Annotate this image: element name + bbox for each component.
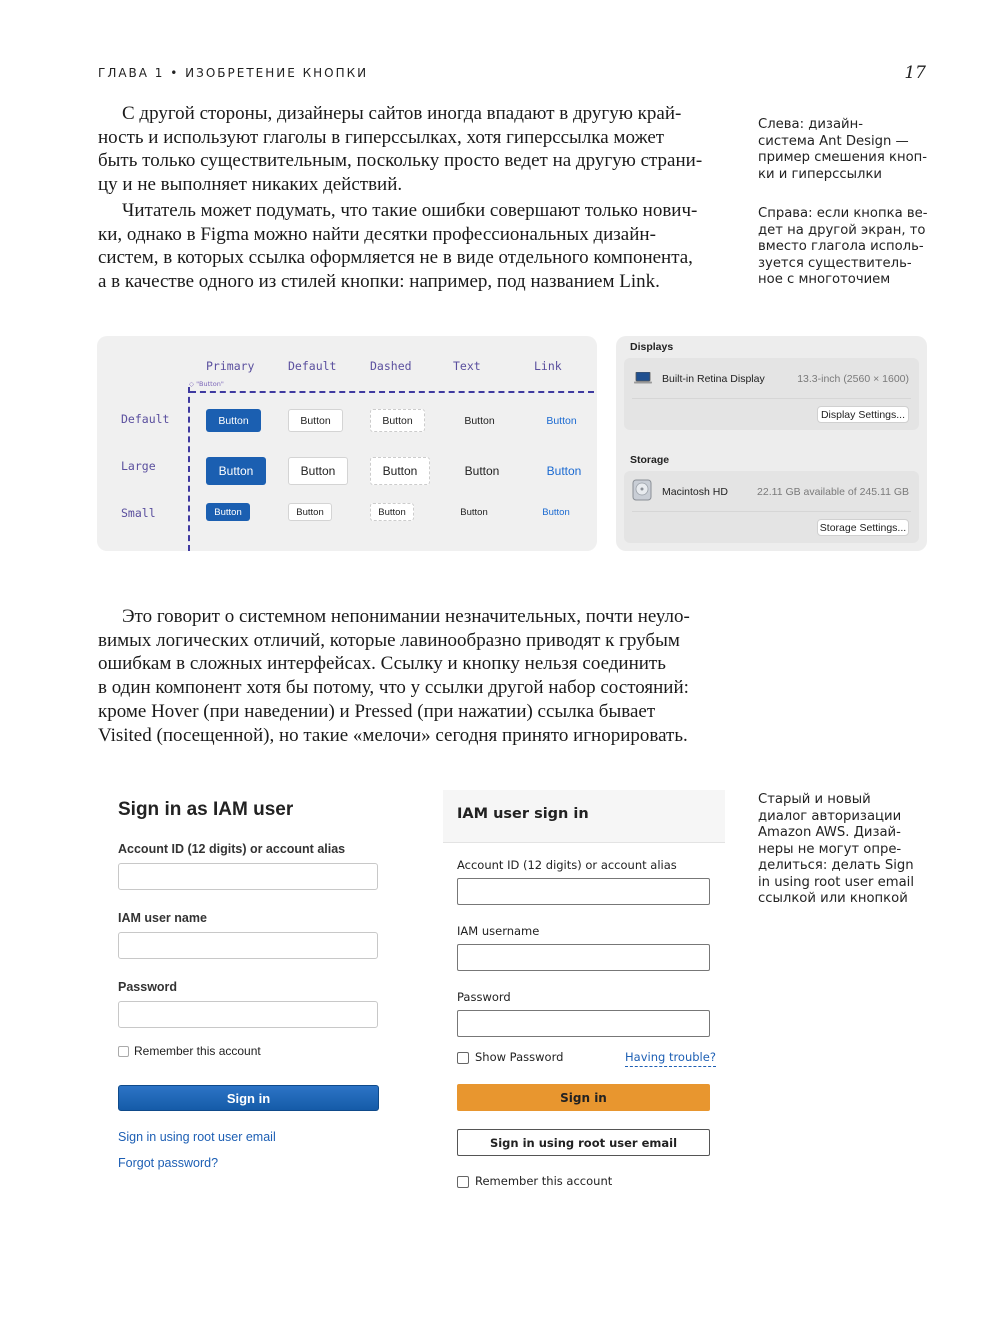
text-line: кроме Hover (при наведении) и Pressed (при нажатии) ссылка бывает — [98, 700, 656, 722]
text-button-large[interactable]: Button — [464, 464, 500, 478]
frame-tag: ◇ "Button" — [189, 380, 224, 388]
disk-name: Macintosh HD — [662, 486, 728, 498]
text-button-small[interactable]: Button — [460, 506, 488, 518]
column-link-label: Link — [534, 359, 562, 373]
running-head: ГЛАВА 1 • ИЗОБРЕТЕНИЕ КНОПКИ — [98, 66, 369, 80]
text-line: быть только существительным, поскольку просто ведет на другую страни- — [98, 150, 703, 172]
text-line: Это говорит о системном непонимании незначительных, почти неуло- — [122, 606, 690, 627]
new-account-label: Account ID (12 digits) or account alias — [457, 858, 677, 872]
note-line: Справа: если кнопка ве- — [758, 206, 928, 221]
note-line: дет на другой экран, то — [758, 222, 926, 238]
column-text-label: Text — [453, 359, 481, 373]
note-line: вместо глагола исполь- — [758, 239, 924, 254]
text-line: а в качестве одного из стилей кнопки: например, под названием Link. — [98, 271, 660, 293]
divider — [632, 511, 911, 512]
divider — [632, 398, 911, 399]
link-button-default[interactable]: Button — [546, 414, 577, 427]
text-line: в один компонент хотя бы потому, что у ссылки другой набор состояний: — [98, 677, 689, 699]
text-line: вимых логических отличий, которые лавинообразно приводят к грубым — [98, 629, 680, 651]
old-account-label: Account ID (12 digits) or account alias — [118, 842, 346, 856]
note-line: ки и гиперссылки — [758, 166, 882, 182]
mac-settings-figure — [616, 336, 927, 551]
old-username-label: IAM user name — [118, 911, 207, 925]
new-remember-label: Remember this account — [475, 1174, 613, 1188]
dashed-button-large[interactable]: Button — [370, 457, 430, 485]
note-line: неры не могут опре- — [758, 841, 902, 857]
note-line: система Ant Design — — [758, 133, 909, 149]
note-line: зуется существитель- — [758, 255, 912, 271]
row-large-label: Large — [121, 459, 156, 473]
default-button-default[interactable]: Button — [288, 409, 343, 432]
dashed-button-small[interactable]: Button — [370, 503, 414, 521]
old-account-input[interactable] — [118, 863, 378, 890]
old-signin-button[interactable]: Sign in — [118, 1085, 379, 1111]
new-having-trouble-link[interactable]: Having trouble? — [625, 1050, 716, 1067]
row-default-label: Default — [121, 412, 170, 426]
default-button-small[interactable]: Button — [288, 503, 332, 521]
new-remember-checkbox[interactable] — [457, 1176, 469, 1188]
row-small-label: Small — [121, 506, 156, 520]
column-default-label: Default — [288, 359, 337, 373]
frame-guide-horizontal — [190, 391, 594, 393]
primary-button-small[interactable]: Button — [206, 503, 250, 521]
disk-spec: 22.11 GB available of 245.11 GB — [757, 486, 909, 498]
text-line: Visited (посещенной), но такие «мелочи» сегодня принято игнорировать. — [98, 724, 688, 746]
display-spec: 13.3-inch (2560 × 1600) — [797, 373, 909, 385]
note-line: ссылкой или кнопкой — [758, 891, 908, 906]
new-username-label: IAM username — [457, 924, 540, 938]
old-root-user-link[interactable]: Sign in using root user email — [118, 1130, 276, 1144]
default-button-large[interactable]: Button — [288, 457, 348, 485]
new-dialog-title: IAM user sign in — [457, 806, 589, 822]
old-password-label: Password — [118, 980, 178, 994]
old-remember-label: Remember this account — [134, 1044, 261, 1058]
note-line: in using root user email — [758, 874, 914, 890]
column-primary-label: Primary — [206, 359, 255, 373]
new-root-user-button[interactable]: Sign in using root user email — [457, 1129, 710, 1156]
text-line: систем, в которых ссылка оформляется не в виде отдельного компонента, — [98, 247, 693, 269]
new-password-input[interactable] — [457, 1010, 710, 1037]
primary-button-large[interactable]: Button — [206, 457, 266, 485]
new-account-input[interactable] — [457, 878, 710, 905]
note-line: Старый и новый — [758, 792, 871, 807]
note-line: делиться: делать Sign — [758, 858, 914, 873]
dashed-button-default[interactable]: Button — [370, 409, 425, 432]
note-line: пример смешения кноп- — [758, 150, 928, 165]
display-settings-button[interactable]: Display Settings... — [817, 406, 909, 423]
text-line: ошибкам в сложных интерфейсах. Ссылку и кнопку нельзя соединить — [98, 653, 666, 675]
storage-panel — [624, 471, 919, 543]
paragraph-3 — [98, 605, 690, 747]
storage-settings-button[interactable]: Storage Settings... — [817, 519, 909, 536]
side-note-ant-design — [758, 117, 927, 183]
ant-design-figure — [97, 336, 597, 551]
note-line: Amazon AWS. Дизай- — [758, 825, 901, 840]
storage-heading: Storage — [630, 454, 670, 466]
side-note-mac-settings — [758, 206, 928, 289]
old-dialog-title: Sign in as IAM user — [118, 799, 294, 820]
frame-guide-vertical — [188, 387, 190, 551]
new-username-input[interactable] — [457, 944, 710, 971]
text-line: ность и используют глаголы в гиперссылках, хотя гиперссылка может — [98, 126, 665, 148]
text-line: ки, однако в Figma можно найти десятки профессиональных дизайн- — [98, 223, 656, 245]
column-dashed-label: Dashed — [370, 359, 412, 373]
paragraph-2 — [98, 199, 697, 294]
text-button-default[interactable]: Button — [464, 414, 495, 427]
text-line: С другой стороны, дизайнеры сайтов иногда впадают в другую край- — [122, 103, 682, 124]
note-line: диалог авторизации — [758, 808, 902, 824]
laptop-icon — [634, 371, 652, 383]
paragraph-1 — [98, 102, 702, 197]
displays-panel — [624, 358, 919, 430]
hard-drive-icon — [632, 479, 652, 501]
link-button-large[interactable]: Button — [546, 464, 582, 478]
note-line: Слева: дизайн- — [758, 117, 863, 132]
display-name: Built-in Retina Display — [662, 373, 765, 385]
new-password-label: Password — [457, 990, 511, 1004]
text-line: Читатель может подумать, что такие ошибки совершают только нович- — [122, 200, 698, 221]
new-show-password-label: Show Password — [475, 1050, 564, 1064]
new-signin-button[interactable]: Sign in — [457, 1084, 710, 1111]
side-note-aws — [758, 792, 914, 908]
old-password-input[interactable] — [118, 1001, 378, 1028]
text-line: цу и не выполняет никаких действий. — [98, 174, 403, 196]
old-remember-checkbox[interactable] — [118, 1046, 129, 1057]
note-line: ное с многоточием — [758, 272, 891, 287]
new-show-password-checkbox[interactable] — [457, 1052, 469, 1064]
old-forgot-password-link[interactable]: Forgot password? — [118, 1156, 219, 1170]
primary-button-default[interactable]: Button — [206, 409, 261, 432]
old-username-input[interactable] — [118, 932, 378, 959]
link-button-small[interactable]: Button — [542, 506, 570, 518]
displays-heading: Displays — [630, 341, 674, 353]
page-number: 17 — [904, 63, 926, 83]
